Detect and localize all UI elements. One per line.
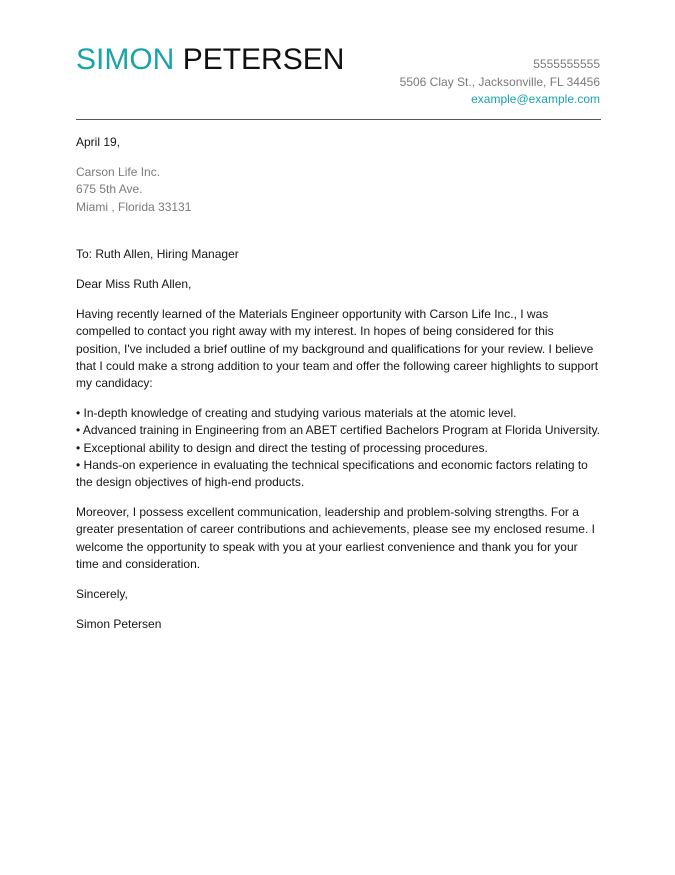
applicant-name: [76, 40, 344, 80]
email-address[interactable]: example@example.com: [471, 92, 600, 106]
closing-paragraph: Moreover, I possess excellent communication, leadership and problem-solving strengths. For a greater presentation of career contributions and achievements, please see my enclosed resume. I welcome the opportunity to speak with you at your earliest convenience and thank you for your time and consideration.: [76, 505, 595, 571]
list-item: • In-depth knowledge of creating and studying various materials at the atomic level.: [76, 406, 517, 421]
highlights-list: [76, 405, 601, 491]
header-divider: [76, 119, 601, 120]
street-address: 5506 Clay St., Jacksonville, FL 34456: [399, 74, 600, 89]
to-line: To: Ruth Allen, Hiring Manager: [76, 246, 239, 261]
recipient-company: Carson Life Inc.: [76, 165, 161, 180]
recipient-street: 675 5th Ave.: [76, 182, 143, 197]
first-name: SIMON: [76, 43, 175, 76]
last-name: PETERSEN: [182, 43, 345, 76]
intro-paragraph: Having recently learned of the Materials Engineer opportunity with Carson Life Inc., I was compelled to contact you right away with my interest. In hopes of being considered for this position, I've included a brief outline of my background and qualifications for your review. I believe that I could make a strong addition to your team and offer the following career highlights to support my candidacy:: [76, 307, 599, 391]
recipient-address: [76, 164, 601, 216]
salutation: Dear Miss Ruth Allen,: [76, 277, 192, 292]
list-item: • Advanced training in Engineering from an ABET certified Bachelors Program at Florida University.: [76, 423, 601, 438]
phone-number: 5555555555: [533, 57, 600, 71]
recipient-city: Miami , Florida 33131: [76, 199, 192, 214]
sign-off: Sincerely,: [76, 587, 128, 602]
contact-block: [400, 56, 600, 109]
list-item: • Hands-on experience in evaluating the technical specifications and economic factors relating to the design objectives of high-end products.: [76, 457, 588, 490]
letter-date: April 19,: [76, 135, 121, 149]
signature-name: Simon Petersen: [76, 617, 162, 632]
letter-body: [76, 134, 601, 633]
list-item: • Exceptional ability to design and direct the testing of processing procedures.: [76, 440, 488, 455]
